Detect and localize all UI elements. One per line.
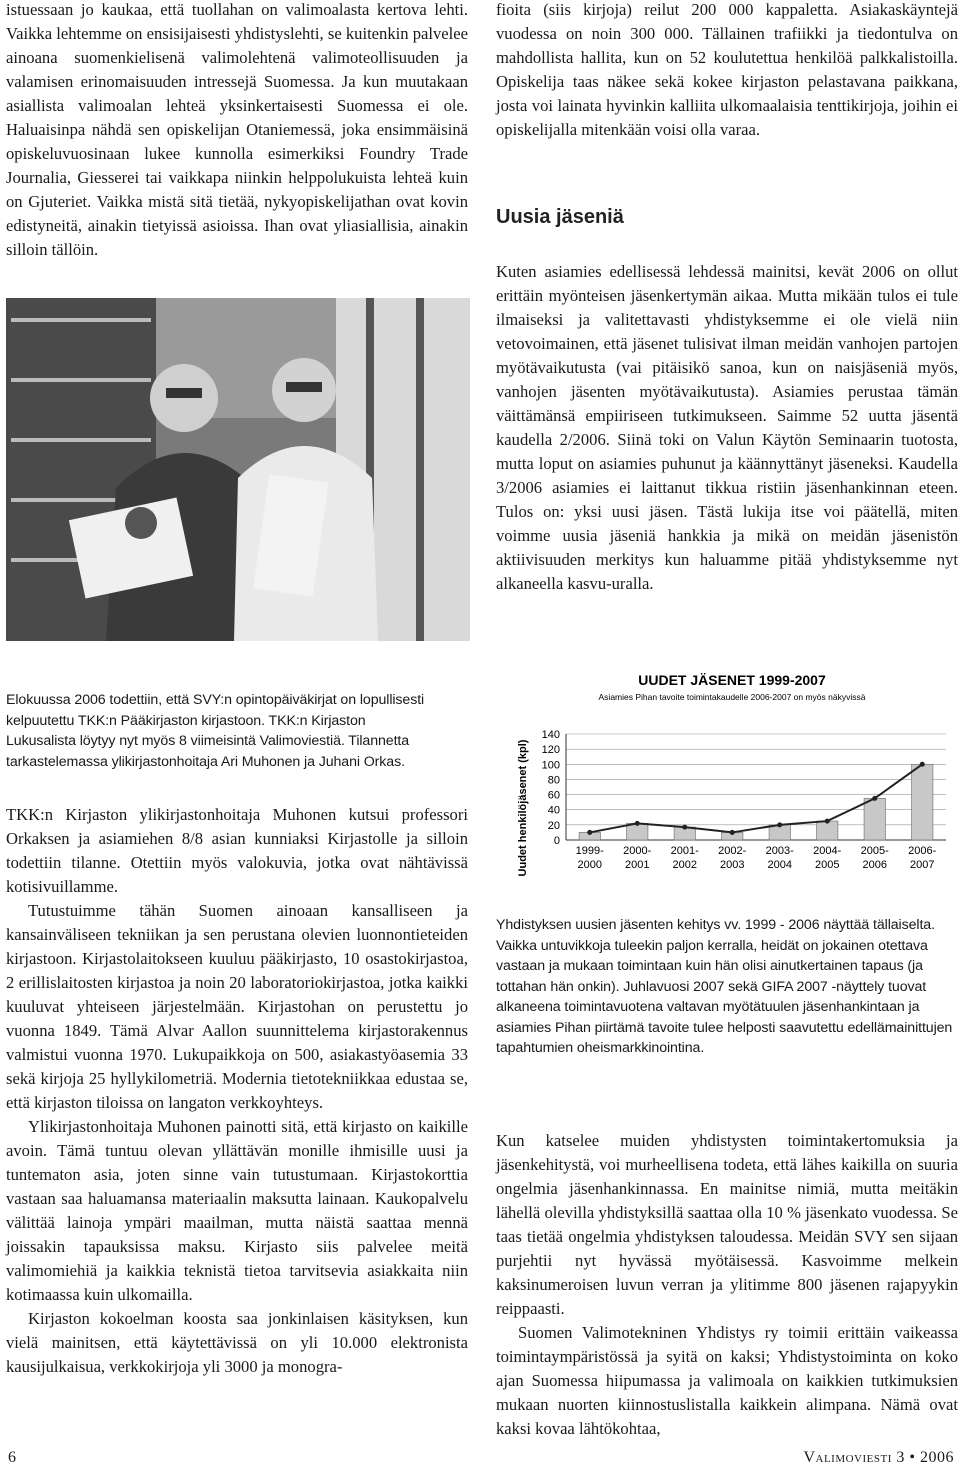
publication-footer — [803, 1449, 954, 1467]
trend-point — [872, 796, 877, 801]
right-top-paragraph: fioita (siis kirjoja) reilut 200 000 kappaletta. Asiakaskäyntejä vuodessa on noin 300 000. Tällainen trafiikki ja tiedontulva on mahdollista hallita, kun on 52 koulutettua henkilöä palkkalistoilla. Opiskelija taas näkee sekä kokee kirjaston pelastavana paikkana, josta voi lainata hyvinkin kalliita ulkomaalaisia tenttikirjoja, joihin ei opiskelijalla mitenkään voisi olla varaa. — [496, 0, 958, 139]
section-heading: Uusia jäseniä — [496, 206, 624, 228]
x-tick-label: 2001- — [670, 845, 699, 857]
footer-bullet: • — [909, 1449, 916, 1466]
y-tick-label: 140 — [541, 729, 560, 741]
right-paragraph-2: Suomen Valimotekninen Yhdistys ry toimii erittäin vaikeassa toimintaympäristössä ja syitä on kaksi; Yhdistystoiminta on koko ajan Suomessa hiipumassa ja valimoala on kaikkien tutkimuksien mukaan nuorten kiinnostuslistalla kaikkein alimpana. Nämä ovat kaksi kovaa lähtökohtaa, — [496, 1323, 958, 1438]
chart-bar — [912, 764, 933, 840]
intro-paragraph: istuessaan jo kaukaa, että tuollahan on valimoalasta kertova lehti. Vaikka lehtemme on ensisijaisesti yhdistyslehti, se kuitenkin palvelee ainoana suomenkielisenä valimolehtenä valimoteollisuuden ja valamisen erinomaisuuden intressejä Suomessa. Ja kun muutakaan asiallista valimoalan lehteä yksinkertaisesti Suomessa ei ole. Haluaisinpa nähdä sen opiskelijan Otaniemessä, joka ensimmäisinä opiskeluvuosinaan lukee kunnolla esimerkiksi Foundry Trade Journalia, Giesserei tai vaikkapa niinkin helppolukuista lehteä kuin on Gjuteriet. Vaikka mistä sitä tietää, nykyopiskelijathan ovat kovin edistyneitä, ainakin tietyissä asioissa. Ihan ovat yliasiallisia, ainakin silloin tällöin. — [6, 0, 468, 259]
library-photo — [6, 298, 470, 641]
chart-ylabel: Uudet henkilöjäsenet (kpl) — [517, 739, 529, 877]
trend-point — [730, 830, 735, 835]
x-tick-label: 2004 — [767, 859, 792, 871]
y-tick-label: 40 — [547, 804, 560, 817]
x-tick-label: 2000- — [623, 845, 652, 857]
publication-name: Valimoviesti — [803, 1449, 892, 1466]
issue-number: 3 — [896, 1449, 905, 1466]
paragraph-4: Kirjaston kokoelman koosta saa jonkinlaisen käsityksen, kun vielä mainitsen, että käytettävissä on yli 10.000 elektronista kausijulkaisua, verkkokirjoja yli 3000 ja monogra- — [6, 1309, 468, 1376]
page-number: 6 — [8, 1449, 16, 1466]
chart-subtitle: Asiamies Pihan tavoite toimintakaudelle 2006-2007 on myös näkyvissä — [598, 692, 866, 702]
chart-caption: Yhdistyksen uusien jäsenten kehitys vv. 1999 - 2006 näyttää tällaiselta. Vaikka untuvikkoja tuleekin paljon kerralla, heidät on jokainen otettava vastaan ja mukaan toimintaan kuin hän olisi ainutkertainen tapaus (ja tottahan hän onkin). Juhlavuosi 2007 sekä GIFA 2007 -näyttely tuovat alkaneena toimintavuotena valtavan myötätuulen jäsenhankintaan ja asiamies Pihan piirtämä tavoite tulee helposti saavutettu edellämainittujen tapahtumien oheismarkkinointina. — [496, 917, 953, 1056]
y-tick-label: 20 — [547, 819, 560, 832]
x-tick-label: 2002- — [718, 845, 747, 857]
x-tick-label: 2000 — [577, 859, 602, 871]
x-tick-label: 2004- — [813, 845, 842, 857]
y-tick-label: 60 — [547, 789, 560, 802]
paragraph-3: Ylikirjastonhoitaja Muhonen painotti sitä, että kirjasto on kaikille avoin. Tämä tuntuu olevan yllättävän monille ihmisille uusi ja tuntematon asia, joten sinne vain tutustumaan. Kirjastokorttia vastaan saa haluamansa materiaalin maksutta lainaan. Kaukopalvelu välittää lainoja ympäri maailman, mutta näistä saattaa mennä joissakin tapauksissa maksu. Kirjasto siis palvelee meitä valimomiehiä ja kaikkia teknistä tietoa tarvitsevia asiakkaita niin kotimaassa kuin ulkomailla. — [6, 1117, 468, 1304]
x-tick-label: 2005- — [860, 845, 889, 857]
photo-illustration — [6, 298, 470, 641]
trend-point — [682, 825, 687, 830]
chart-title: UUDET JÄSENET 1999-2007 — [638, 672, 826, 688]
chart-svg — [496, 648, 958, 894]
paragraph-1: TKK:n Kirjaston ylikirjastonhoitaja Muhonen kutsui professori Orkaksen ja asiamiehen 8/8 asian kunniaksi Kirjastolle ja silloin todettiin tilanne. Otettiin myös valokuvia, jotka ovat nähtävissä kotisivuillamme. — [6, 805, 468, 896]
x-tick-label: 1999- — [575, 845, 604, 857]
x-tick-label: 2006- — [908, 845, 937, 857]
trend-point — [920, 762, 925, 767]
trend-point — [777, 822, 782, 827]
paragraph-2: Tutustuimme tähän Suomen ainoaan kansalliseen ja kansainväliseen tekniikan ja sen perustana olevien luonnontieteiden kirjastoon. Kirjastolaitokseen kuuluu pääkirjasto, 10 osastokirjastoa, 2 erillislaitosten kirjastoa ja noin 20 laboratoriokirjastoa, jotka kaikki kuuluvat yhteiseen järjestelmään. Kirjastohan on perustettu jo vuonna 1849. Tämä Alvar Aallon suunnittelema kirjastorakennus valmistui vuonna 1970. Lukupaikkoja on 500, asiakastyöasemia 33 sekä kirjoja 25 hyllykilometriä. Modernia tietotekniikkaa edustaa se, että kirjaston tiloissa on langaton verkkoyhteys. — [6, 901, 468, 1112]
x-tick-label: 2006 — [862, 859, 887, 871]
y-tick-label: 100 — [541, 759, 560, 772]
x-tick-label: 2003- — [765, 845, 794, 857]
trend-point — [587, 830, 592, 835]
right-paragraph-1: Kun katselee muiden yhdistysten toimintakertomuksia ja jäsenkehitystä, voi murheellisena todeta, että lähes kaikilla on suuria ongelmia jäsenhankinnassa. En mainitse nimiä, mutta meitäkin lähellä olevilla yhdistyksillä saattaa olla 10 % jäsenkato vuodessa. Se taas tietää ongelmia yhdistyksen taloudessa. Meidän SVY sen sijaan purjehtii nyt hyvässä myötäisessä. Kasvoimme melkein kaksinumeroisen luvun verran ja ylitimme 800 jäsenen rajapyykin reippaasti. — [496, 1131, 958, 1318]
trend-point — [825, 819, 830, 824]
y-tick-label: 120 — [541, 744, 560, 757]
photo-caption: Elokuussa 2006 todettiin, että SVY:n opintopäiväkirjat on lopullisesti kelpuutettu TKK:n Pääkirjaston kirjastoon. TKK:n Kirjaston Lukusalista löytyy nyt myös 8 viimeisintä Valimoviestiä. Tilannetta tarkastelemassa ylikirjastonhoitaja Ari Muhonen ja Juhani Orkas. — [6, 692, 425, 770]
y-tick-label: 80 — [547, 774, 560, 787]
chart-bar — [864, 798, 885, 840]
members-paragraph: Kuten asiamies edellisessä lehdessä mainitsi, kevät 2006 on ollut erittäin myönteisen jäsenkertymän aikaa. Mutta mikään tulos ei tule ilmaiseksi ja valitettavasti yhdistyksemme ei ole vielä niin vetovoimainen, että jäsenet tulisivat ilman meidän vanhojen partojen myötävaikutusta (vai pitäisikö sanoa, kun on naisjäseniä myös, vanhojen jäsenten myötävaikutusta). Asiamies perustaa tämän väittämänsä empiiriseen tutkimukseen. Saimme 52 uutta jäsentä kaudella 2/2006. Siinä toki on Valun Käytön Seminaarin tuotosta, mutta loput on asiamies puhunut ja käännyttänyt jäseneksi. Kaudella 3/2006 asiamies ei laittanut tikkua ristiin jäsenhankinnan eteen. Tulos on: yksi uusi jäsen. Tästä lukija itse voi päätellä, miten voimme uusia jäseniä hankkia ja mikä on meidän jäsenistön aktiivisuuden merkitys kun haluamme pitää yhdistyksemme nyt alkaneella kasvu-uralla. — [496, 262, 958, 593]
x-tick-label: 2002 — [672, 859, 697, 871]
y-tick-label: 0 — [553, 835, 560, 847]
members-chart — [496, 648, 958, 894]
chart-bar — [817, 821, 838, 840]
trend-point — [635, 821, 640, 826]
x-tick-label: 2007 — [910, 859, 935, 871]
footer-year: 2006 — [920, 1449, 954, 1466]
x-tick-label: 2001 — [625, 859, 650, 871]
x-tick-label: 2005 — [815, 859, 840, 871]
x-tick-label: 2003 — [720, 859, 745, 871]
